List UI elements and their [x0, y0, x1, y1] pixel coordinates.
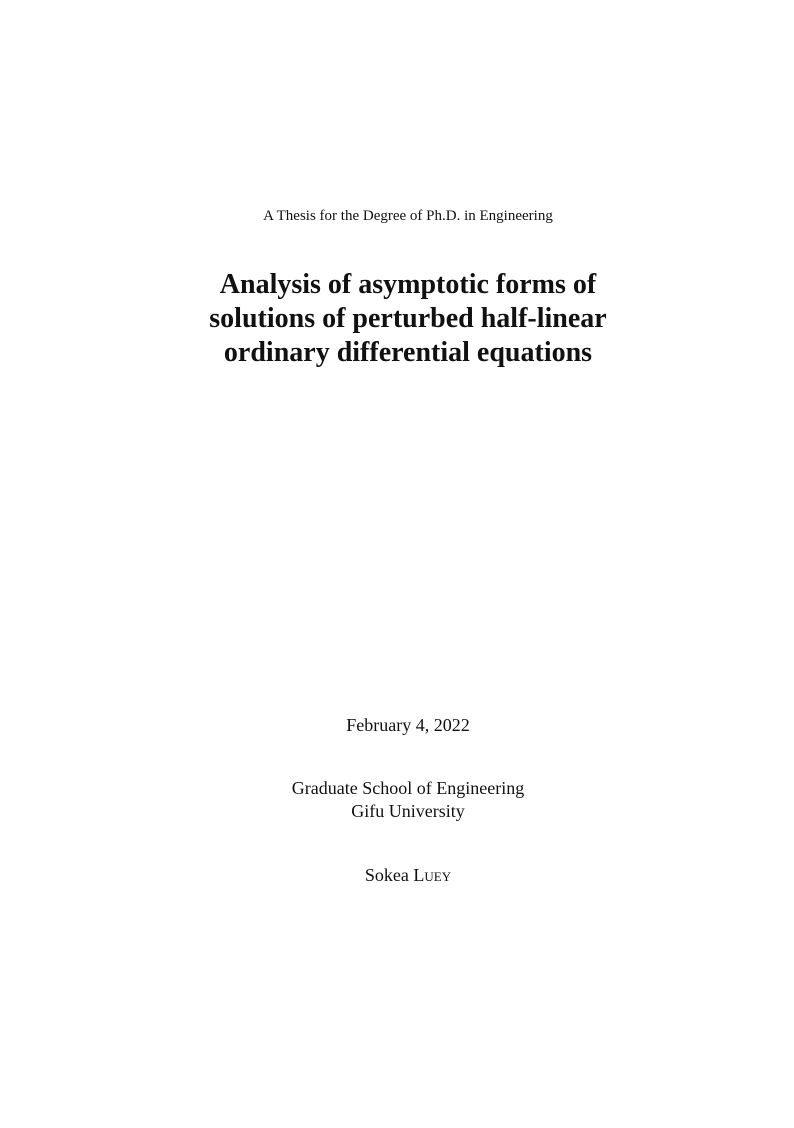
author-given-name: Sokea — [364, 865, 409, 885]
author-family-name: Luey — [413, 865, 452, 885]
thesis-title-line-2: solutions of perturbed half-linear — [209, 303, 607, 334]
thesis-title — [160, 268, 656, 370]
submission-date: February 4, 2022 — [346, 715, 470, 735]
school-name: Graduate School of Engineering — [291, 778, 525, 798]
author-name — [0, 864, 794, 886]
thesis-title-line-1: Analysis of asymptotic forms of — [219, 269, 597, 300]
thesis-title-line-3: ordinary differential equations — [223, 337, 593, 368]
affiliation — [0, 777, 794, 823]
university-name: Gifu University — [351, 801, 465, 821]
degree-line: A Thesis for the Degree of Ph.D. in Engineering — [263, 208, 553, 224]
